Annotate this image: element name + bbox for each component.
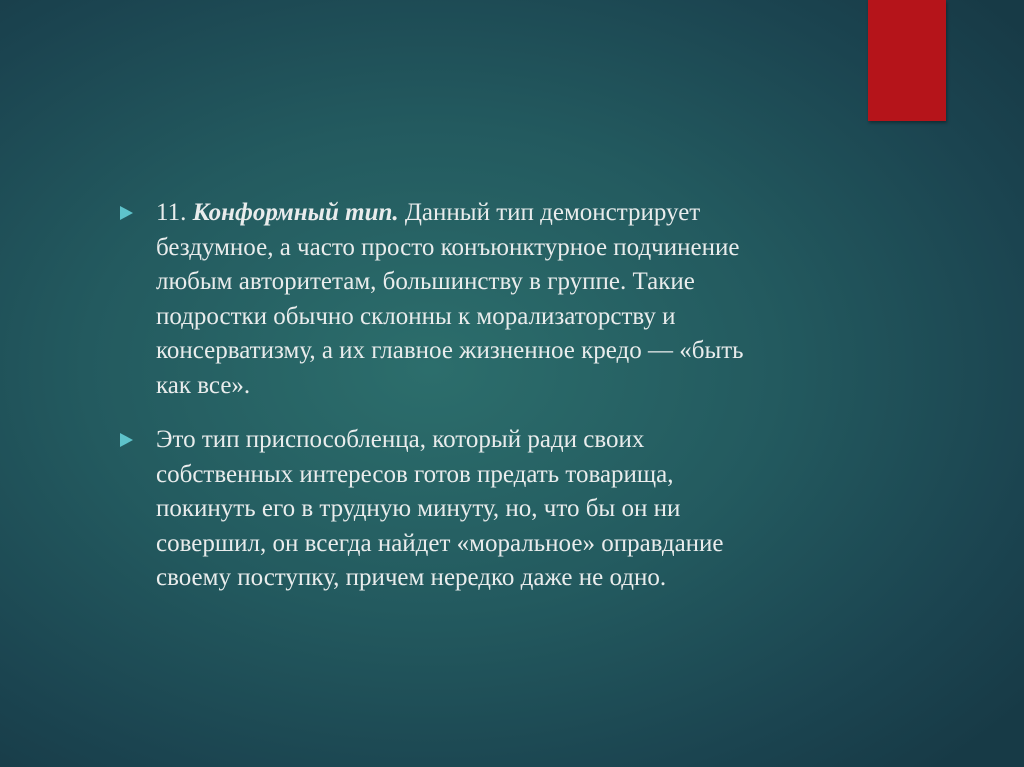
bullet-term: Конформный тип. [192,199,399,226]
bullet-body-1: Данный тип демонстрирует бездумное, а часто просто конъюнктурное подчинение любым авторитетам, большинству в группе. Такие подростки обычно склонны к морализаторству и консерватизму, а их главное жизненное кредо — «быть как все». [156,199,744,399]
bullet-item-2 [118,423,838,596]
bullet-item-1 [118,196,838,403]
triangle-right-icon [120,433,133,447]
bullet-number: 11. [156,199,187,226]
red-accent-bar [868,0,946,121]
bullet-body-2: Это тип приспособленца, который ради своих собственных интересов готов предать товарища, покинуть его в трудную минуту, но, что бы он ни совершил, он всегда найдет «моральное» оправдание своему поступку, причем нередко даже не одно. [156,426,724,591]
triangle-right-icon [120,206,133,220]
slide-content [118,196,838,616]
bullet-text-1 [156,196,838,403]
